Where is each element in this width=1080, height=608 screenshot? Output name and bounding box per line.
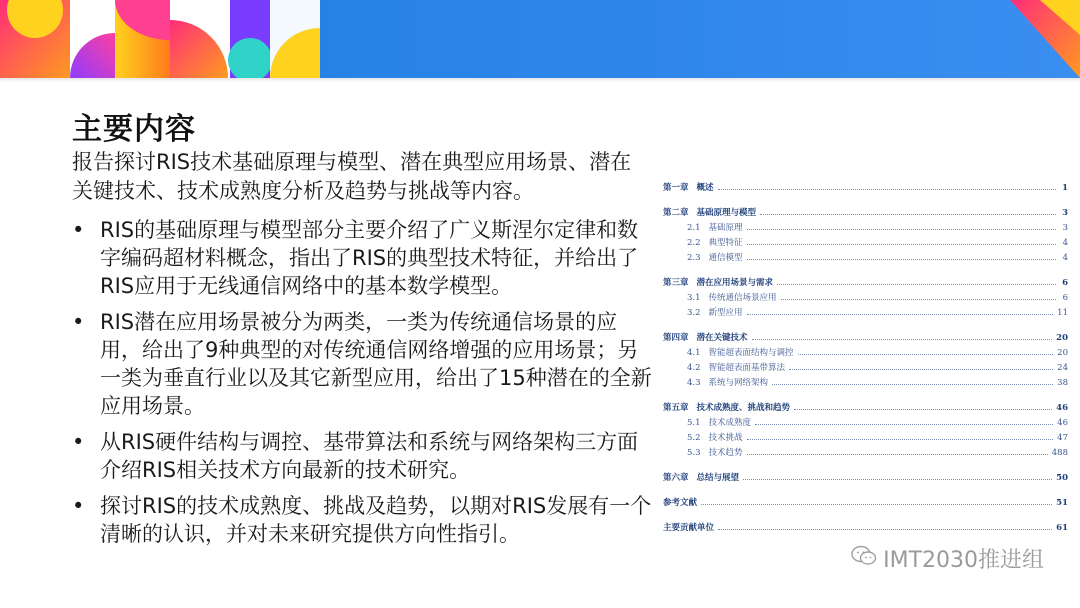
intro-paragraph: 报告探讨RIS技术基础原理与模型、潜在典型应用场景、潜在关键技术、技术成熟度分析及趋势与挑战等内容。	[72, 150, 632, 203]
toc-section-number: 2.3	[687, 253, 701, 263]
toc-page-number: 51	[1056, 498, 1068, 508]
toc-chapter-label: 主要贡献单位	[663, 523, 715, 533]
toc-section	[663, 248, 1068, 263]
toc-leader	[781, 299, 1056, 300]
toc-section-number: 2.1	[687, 223, 701, 233]
toc-leader	[752, 339, 1053, 340]
toc-chapter-number: 第三章	[663, 278, 689, 288]
bullet-dot: •	[72, 310, 85, 334]
toc-page-number: 50	[1056, 473, 1068, 483]
toc-page-number: 3	[1062, 208, 1068, 218]
toc-page-number: 6	[1062, 278, 1068, 288]
toc-leader	[760, 214, 1056, 215]
toc-chapter-label: 基础原理与模型	[696, 208, 757, 218]
toc-chapter-number: 第四章	[663, 333, 689, 343]
bullet-list	[72, 216, 652, 556]
toc-page-number: 20	[1056, 333, 1068, 343]
toc-section-number: 2.2	[687, 238, 701, 248]
toc-section	[663, 358, 1068, 373]
toc-section-number: 5.1	[687, 418, 701, 428]
toc-section-label: 系统与网络架构	[708, 378, 769, 388]
toc-leader	[718, 189, 1056, 190]
toc-page-number: 46	[1057, 418, 1068, 428]
toc-chapter	[663, 178, 1068, 193]
toc-page-number: 38	[1057, 378, 1068, 388]
toc-page-number: 4	[1062, 253, 1068, 263]
toc-section-number: 3.1	[687, 293, 701, 303]
toc-chapter-number: 第一章	[663, 183, 689, 193]
bullet-dot: •	[72, 218, 85, 242]
toc-leader	[747, 229, 1056, 230]
toc-leader	[772, 384, 1053, 385]
toc-leader	[747, 314, 1054, 315]
toc-leader	[798, 354, 1054, 355]
toc-page-number: 4	[1062, 238, 1068, 248]
banner-shadow	[0, 78, 1080, 82]
toc-chapter-number: 第六章	[663, 473, 689, 483]
toc-chapter-label: 技术成熟度、挑战和趋势	[696, 403, 791, 413]
toc-page-number: 46	[1056, 403, 1068, 413]
toc-page-number: 20	[1057, 348, 1068, 358]
toc-chapter	[663, 493, 1068, 508]
watermark-text: IMT2030推进组	[883, 548, 1044, 573]
toc-leader	[789, 369, 1053, 370]
bullet-text: RIS潜在应用场景被分为两类，一类为传统通信场景的应用，给出了9种典型的对传统通信网络增强的应用场景；另一类为垂直行业以及其它新型应用，给出了15种潜在的全新应用场景。	[100, 310, 652, 418]
toc-section-label: 智能超表面基带算法	[708, 363, 786, 373]
wechat-icon	[851, 545, 877, 573]
watermark	[851, 543, 1044, 574]
toc-chapter-label: 潜在关键技术	[696, 333, 748, 343]
toc-chapter	[663, 398, 1068, 413]
toc-page-number: 24	[1057, 363, 1068, 373]
toc-leader	[747, 439, 1054, 440]
toc-section	[663, 233, 1068, 248]
toc-page-number: 11	[1057, 308, 1068, 318]
bullet-item	[72, 492, 652, 548]
toc-section	[663, 428, 1068, 443]
toc-leader	[755, 424, 1053, 425]
toc-leader	[701, 504, 1052, 505]
toc-chapter-label: 潜在应用场景与需求	[696, 278, 774, 288]
toc-section-label: 技术趋势	[708, 448, 743, 458]
toc-chapter-label: 总结与展望	[696, 473, 740, 483]
toc-leader	[747, 259, 1056, 260]
toc-section-label: 智能超表面结构与调控	[708, 348, 794, 358]
toc-page-number: 3	[1062, 223, 1068, 233]
toc-section-label: 通信模型	[708, 253, 743, 263]
toc-section	[663, 373, 1068, 388]
toc-chapter	[663, 273, 1068, 288]
bullet-item	[72, 308, 652, 420]
toc-section-number: 4.1	[687, 348, 701, 358]
toc-section	[663, 413, 1068, 428]
bullet-text: 探讨RIS的技术成熟度、挑战及趋势，以期对RIS发展有一个清晰的认识，并对未来研究提供方向性指引。	[100, 494, 652, 546]
bullet-item	[72, 428, 652, 484]
toc-chapter-number: 第五章	[663, 403, 689, 413]
toc-chapter	[663, 328, 1068, 343]
slide-title: 主要内容	[72, 112, 196, 147]
toc-chapter	[663, 518, 1068, 533]
toc-leader	[794, 409, 1052, 410]
toc-section	[663, 218, 1068, 233]
table-of-contents	[663, 178, 1068, 533]
bullet-text: RIS的基础原理与模型部分主要介绍了广义斯涅尔定律和数字编码超材料概念，指出了RIS的典型技术特征，并给出了RIS应用于无线通信网络中的基本数学模型。	[100, 218, 639, 298]
toc-section	[663, 288, 1068, 303]
toc-leader	[747, 244, 1056, 245]
toc-page-number: 61	[1056, 523, 1068, 533]
toc-page-number: 6	[1062, 293, 1068, 303]
toc-section-label: 典型特征	[708, 238, 743, 248]
toc-section-label: 技术挑战	[708, 433, 743, 443]
toc-leader	[747, 454, 1048, 455]
toc-section-number: 3.2	[687, 308, 701, 318]
toc-chapter	[663, 203, 1068, 218]
toc-leader	[777, 284, 1056, 285]
bullet-dot: •	[72, 430, 85, 454]
toc-chapter-number: 第二章	[663, 208, 689, 218]
bullet-dot: •	[72, 494, 85, 518]
toc-page-number: 1	[1062, 183, 1068, 193]
toc-section-number: 4.2	[687, 363, 701, 373]
toc-page-number: 47	[1057, 433, 1068, 443]
toc-chapter	[663, 468, 1068, 483]
header-banner	[0, 0, 1080, 78]
toc-section-label: 基础原理	[708, 223, 743, 233]
toc-leader	[743, 479, 1052, 480]
toc-page-number: 488	[1051, 448, 1068, 458]
bullet-text: 从RIS硬件结构与调控、基带算法和系统与网络架构三方面介绍RIS相关技术方向最新的技术研究。	[100, 430, 639, 482]
toc-section-number: 5.3	[687, 448, 701, 458]
toc-section-number: 5.2	[687, 433, 701, 443]
toc-chapter-label: 参考文献	[663, 498, 698, 508]
toc-leader	[718, 529, 1052, 530]
toc-section-label: 新型应用	[708, 308, 743, 318]
banner-decoration	[0, 0, 1080, 78]
toc-section-number: 4.3	[687, 378, 701, 388]
toc-section-label: 技术成熟度	[708, 418, 752, 428]
toc-section	[663, 443, 1068, 458]
bullet-item	[72, 216, 652, 300]
toc-section-label: 传统通信场景应用	[708, 293, 777, 303]
toc-chapter-label: 概述	[696, 183, 714, 193]
toc-section	[663, 303, 1068, 318]
toc-section	[663, 343, 1068, 358]
